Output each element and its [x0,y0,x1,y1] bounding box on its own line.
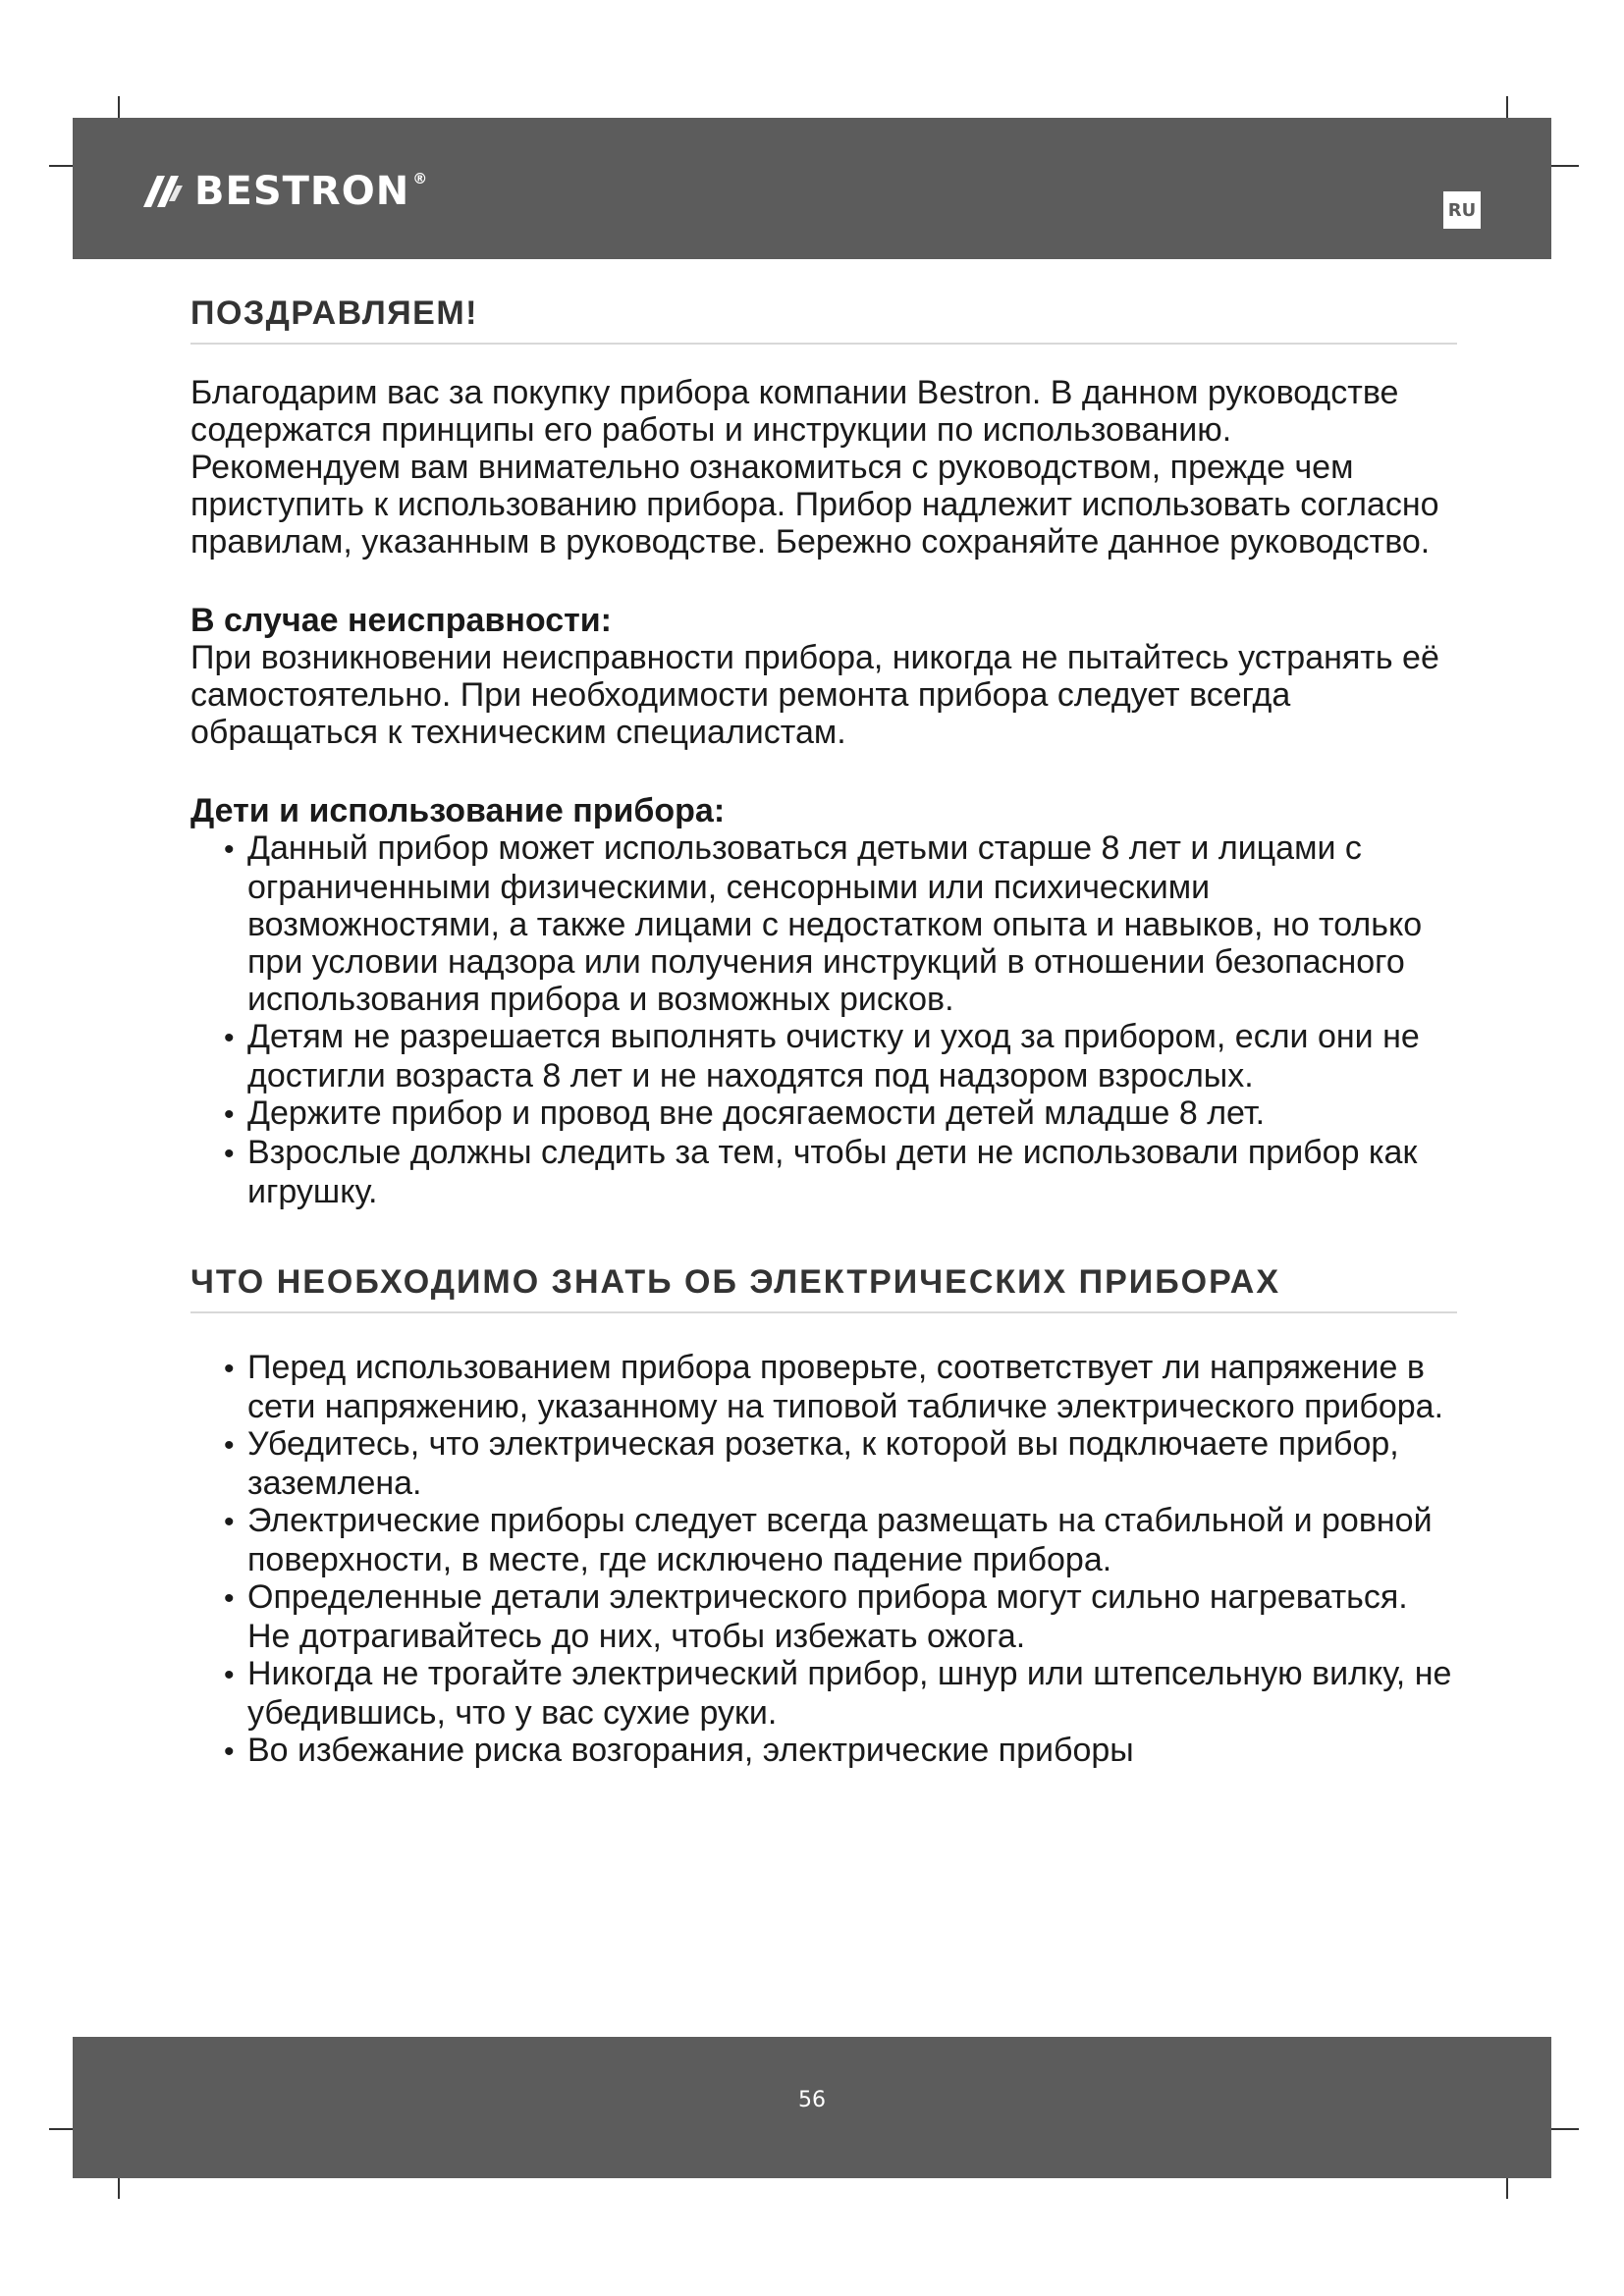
brand-logo [141,167,428,216]
children-list [190,829,1457,1210]
section-title-congratulations: ПОЗДРАВЛЯЕМ! [190,294,1457,345]
list-item [190,1095,1457,1134]
page-content [190,294,1457,1771]
bullet-icon: • [224,833,235,866]
bullet-icon: • [224,1582,235,1615]
bullet-icon: • [224,1022,235,1054]
bullet-icon: • [224,1659,235,1691]
electrical-list [190,1349,1457,1771]
bullet-icon: • [224,1735,235,1768]
bullet-icon: • [224,1138,235,1170]
bullet-icon: • [224,1506,235,1538]
list-item [190,1732,1457,1771]
list-item [190,1655,1457,1732]
list-item-text: Детям не разрешается выполнять очистку и уход за прибором, если они не достигли возраста 8 лет и не находятся под надзором взрослых. [247,1018,1420,1095]
list-item-text: Взрослые должны следить за тем, чтобы дети не использовали прибор как игрушку. [247,1134,1418,1210]
list-item-text: Держите прибор и провод вне досягаемости детей младше 8 лет. [247,1095,1266,1132]
list-item-text: Данный прибор может использоваться детьми старше 8 лет и лицами с ограниченными физическими, сенсорными или психическими возможностями, а также лицами с недостатком опыта и навыков, но только при условии надзора или получения инструкций в отношении безопасного использования прибора и возможных рисков. [247,829,1423,1018]
brand-wordmark [194,169,429,214]
language-badge: RU [1443,191,1481,229]
list-item [190,829,1457,1018]
list-item-text: Электрические приборы следует всегда размещать на стабильной и ровной поверхности, в месте, где исключено падение прибора. [247,1502,1433,1578]
intro-paragraph: Благодарим вас за покупку прибора компании Bestron. В данном руководстве содержатся принципы его работы и инструкции по использованию. Рекомендуем вам внимательно ознакомиться с руководством, прежде чем приступить к использованию прибора. Прибор надлежит использовать согласно правилам, указанным в руководстве. Бережно сохраняйте данное руководство. [190,374,1439,561]
list-item-text: Перед использованием прибора проверьте, соответствует ли напряжение в сети напряжению, указанному на типовой табличке электрического прибора. [247,1349,1444,1425]
bullet-icon: • [224,1353,235,1385]
list-item [190,1578,1457,1655]
header-bar [73,118,1551,259]
list-item [190,1502,1457,1578]
footer-bar [73,2037,1551,2178]
list-item-text: Определенные детали электрического прибора могут сильно нагреваться. Не дотрагивайтесь до них, чтобы избежать ожога. [247,1578,1408,1655]
list-item [190,1349,1457,1425]
list-item-text: Убедитесь, что электрическая розетка, к которой вы подключаете прибор, заземлена. [247,1425,1399,1502]
brand-name: BESTRON [194,169,410,214]
children-heading: Дети и использование прибора: [190,792,726,829]
chevron-logo-icon [141,172,185,211]
page-number: 56 [798,2088,826,2112]
section-title-electrical: ЧТО НЕОБХОДИМО ЗНАТЬ ОБ ЭЛЕКТРИЧЕСКИХ ПРИБОРАХ [190,1263,1457,1313]
list-item [190,1018,1457,1095]
malfunction-text: При возникновении неисправности прибора, никогда не пытайтесь устранять её самостоятельно. При необходимости ремонта прибора следует всегда обращаться к техническим специалистам. [190,639,1439,751]
bullet-icon: • [224,1429,235,1462]
registered-mark: ® [412,170,429,187]
list-item-text: Во избежание риска возгорания, электрические приборы [247,1732,1134,1769]
list-item [190,1134,1457,1210]
malfunction-heading: В случае неисправности: [190,602,612,639]
list-item-text: Никогда не трогайте электрический прибор, шнур или штепсельную вилку, не убедившись, что у вас сухие руки. [247,1655,1452,1732]
bullet-icon: • [224,1098,235,1131]
list-item [190,1425,1457,1502]
